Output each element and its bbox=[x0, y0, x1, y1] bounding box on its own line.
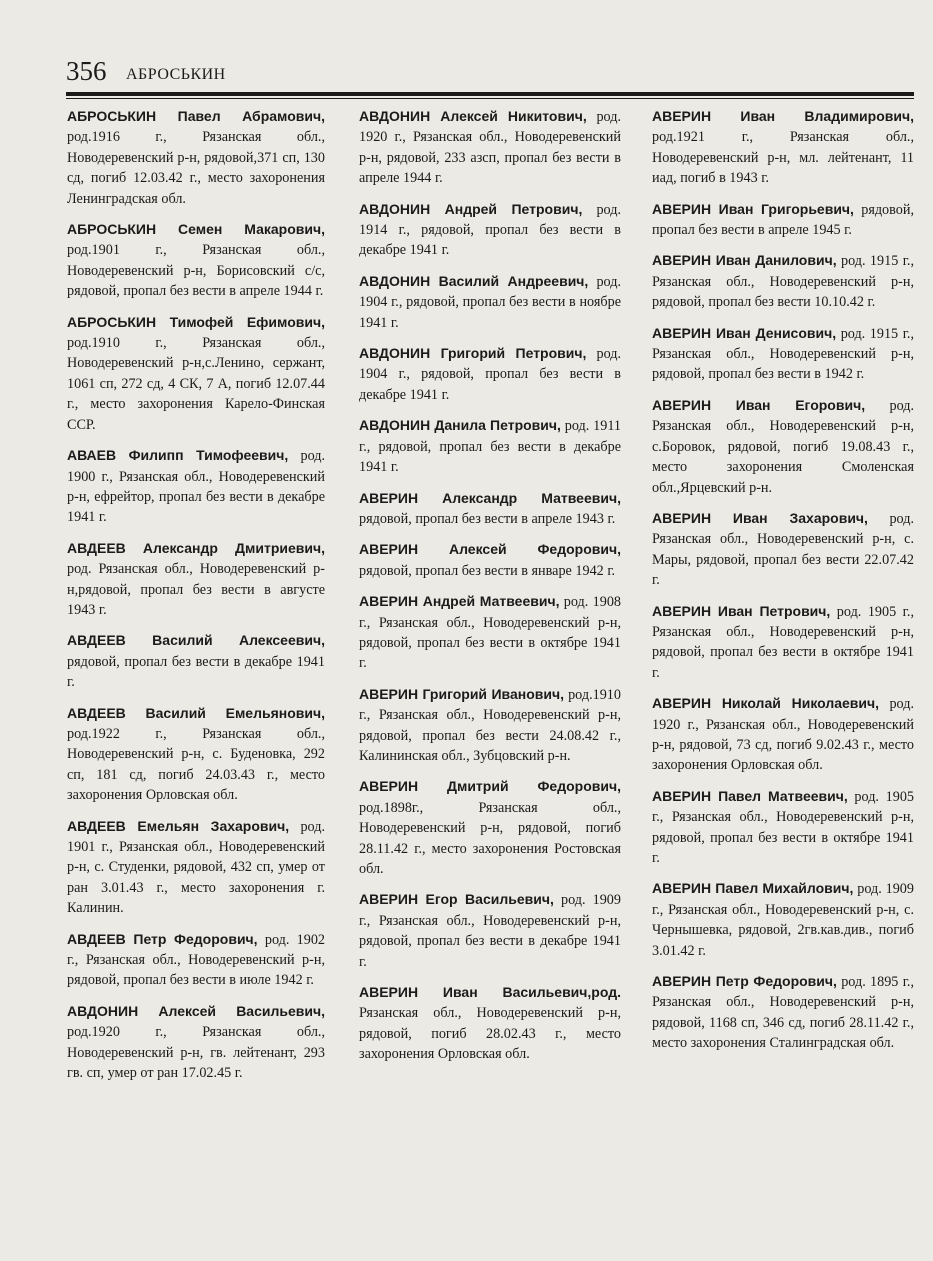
entry bbox=[359, 415, 621, 477]
entry-name: АВЕРИН Иван Владимирович, bbox=[652, 108, 914, 124]
entry bbox=[67, 106, 325, 209]
entry-details: род. 1895 г., Рязанская обл., Новодеревенский р-н, рядовой, 1168 сп, 346 сд, погиб 28.11.42 г., место захоронения Сталинградская обл. bbox=[652, 974, 915, 1052]
entry-name: АВДОНИН Алексей Васильевич, bbox=[67, 1002, 325, 1019]
entry bbox=[67, 630, 325, 692]
entry-name: АВЕРИН Иван Захарович, bbox=[652, 509, 868, 526]
entry-details: Рязанская обл., Новодеревенский р-н, рядовой, погиб 28.02.43 г., место захоронения Орловская обл. bbox=[359, 1005, 621, 1063]
entry bbox=[359, 488, 621, 530]
entry-details: род. 1920 г., Рязанская обл., Новодеревенский р-н, рядовой, 233 азсп, пропал без вести в апреле 1944 г. bbox=[359, 109, 621, 187]
entry-details: род. Рязанская обл., Новодеревенский р-н, с. Мары, рядовой, пропал без вести 22.07.42 г. bbox=[652, 510, 914, 589]
entry bbox=[652, 323, 914, 385]
entry bbox=[652, 250, 914, 312]
page-header bbox=[66, 54, 914, 88]
column-1 bbox=[67, 106, 325, 1093]
entry-details: рядовой, пропал без вести в апреле 1943 г. bbox=[359, 510, 616, 527]
entry-name: АВЕРИН Петр Федорович, bbox=[652, 973, 837, 990]
entry-details: род. 1909 г., Рязанская обл., Новодеревенский р-н, рядовой, пропал без вести в декабре 1941 г. bbox=[359, 892, 621, 970]
entry bbox=[652, 693, 914, 776]
entry bbox=[67, 816, 325, 919]
entry bbox=[359, 343, 621, 405]
entry-name: АВДОНИН Григорий Петрович, bbox=[359, 345, 587, 362]
entry-name: АВЕРИН Иван Григорьевич, bbox=[652, 200, 854, 217]
entry-name: АВДЕЕВ Петр Федорович, bbox=[67, 930, 258, 947]
page-number: 356 bbox=[66, 56, 107, 86]
header-rule-thin bbox=[66, 98, 914, 99]
entry-name: АВЕРИН Иван Петрович, bbox=[652, 602, 831, 619]
entry-name: АВЕРИН Николай Николаевич, bbox=[652, 695, 880, 712]
entry-details: род. 1904 г., рядовой, пропал без вести в декабре 1941 г. bbox=[359, 346, 622, 403]
entry-details: род. 1908 г., Рязанская обл., Новодеревенский р-н, рядовой, пропал без вести в октябре 1941 г. bbox=[359, 594, 622, 672]
column-3 bbox=[652, 106, 914, 1064]
entry-name: АВДЕЕВ Емельян Захарович, bbox=[67, 817, 290, 834]
entry bbox=[359, 684, 621, 767]
entry-details: род. Рязанская обл., Новодеревенский р-н,рядовой, пропал без вести в августе 1943 г. bbox=[67, 561, 325, 618]
entry-name: АВДОНИН Алексей Никитович, bbox=[359, 108, 587, 124]
entry-name: АВДОНИН Андрей Петрович, bbox=[359, 200, 583, 217]
entry-details: род. 1909 г., Рязанская обл., Новодеревенский р-н, с. Чернышевка, рядовой, 2гв.кав.див., погиб 3.01.42 г. bbox=[652, 881, 914, 959]
entry-name: АВЕРИН Иван Васильевич,род. bbox=[359, 984, 621, 1001]
entry-name: АВЕРИН Павел Матвеевич, bbox=[652, 787, 848, 804]
entry bbox=[67, 1001, 325, 1084]
entry bbox=[67, 219, 325, 302]
entry-details: род.1901 г., Рязанская обл., Новодеревенский р-н, Борисовский с/с, рядовой, пропал без вести в апреле 1944 г. bbox=[67, 242, 325, 300]
entry-details: род. 1905 г., Рязанская обл., Новодеревенский р-н, рядовой, пропал без вести в октябре 1941 г. bbox=[652, 603, 914, 681]
entry bbox=[67, 703, 325, 806]
entry-details: род. 1900 г., Рязанская обл., Новодеревенский р-н, ефрейтор, пропал без вести в декабре 1941 г. bbox=[67, 448, 326, 526]
entry-details: род.1910 г., Рязанская обл., Новодеревенский р-н,с.Ленино, сержант, 1061 сп, 272 сд, 4 СК, 7 А, погиб 12.07.44 г., место захоронения Карело-Финская ССР. bbox=[67, 335, 325, 433]
entry-name: АВЕРИН Иван Егорович, bbox=[652, 396, 866, 413]
entry-name: АБРОСЬКИН Тимофей Ефимович, bbox=[67, 313, 325, 330]
entry-details: род. Рязанская обл., Новодеревенский р-н, с.Боровок, рядовой, погиб 19.08.43 г., место захоронения Смоленская обл.,Ярцевский р-н. bbox=[652, 397, 915, 496]
entry-name: АБРОСЬКИН Павел Абрамович, bbox=[67, 108, 325, 124]
entry-name: АБРОСЬКИН Семен Макарович, bbox=[67, 221, 325, 238]
entry-name: АВДОНИН Василий Андреевич, bbox=[359, 272, 589, 289]
entry-details: род. 1911 г., рядовой, пропал без вести в декабре 1941 г. bbox=[359, 418, 621, 476]
entry bbox=[359, 539, 621, 581]
entry-name: АВЕРИН Алексей Федорович, bbox=[359, 541, 621, 558]
entry-name: АВЕРИН Егор Васильевич, bbox=[359, 891, 554, 908]
entry bbox=[652, 106, 914, 189]
header-rule-thick bbox=[66, 92, 914, 96]
entry-name: АВДОНИН Данила Петрович, bbox=[359, 417, 561, 434]
entry-name: АВЕРИН Иван Денисович, bbox=[652, 324, 837, 341]
entry bbox=[652, 199, 914, 241]
entry bbox=[652, 601, 914, 684]
entry-details: рядовой, пропал без вести в декабре 1941 г. bbox=[67, 653, 325, 691]
entry bbox=[359, 889, 621, 972]
entry bbox=[652, 395, 914, 498]
entry-details: род.1898г., Рязанская обл., Новодеревенский р-н, рядовой, погиб 28.11.42 г., место захоронения Ростовская обл. bbox=[359, 799, 621, 877]
entry bbox=[359, 106, 621, 189]
entry bbox=[652, 508, 914, 591]
entry-name: АВЕРИН Александр Матвеевич, bbox=[359, 489, 621, 506]
entry-name: АВАЕВ Филипп Тимофеевич, bbox=[67, 447, 289, 464]
entry-details: род.1916 г., Рязанская обл., Новодеревенский р-н, рядовой,371 сп, 130 сд, погиб 12.03.42 г., место захоронения Ленинградская обл. bbox=[67, 129, 325, 207]
entry bbox=[652, 878, 914, 961]
entry-details: род. 1920 г., Рязанская обл., Новодеревенский р-н, рядовой, 73 сд, погиб 9.02.43 г., место захоронения Орловская обл. bbox=[652, 696, 914, 774]
entry bbox=[652, 971, 914, 1054]
entry-details: род. 1904 г., рядовой, пропал без вести в ноябре 1941 г. bbox=[359, 273, 621, 331]
entry-name: АВЕРИН Григорий Иванович, bbox=[359, 685, 564, 702]
entry-details: род. 1901 г., Рязанская обл., Новодеревенский р-н, с. Студенки, рядовой, 432 сп, умер от ран 3.01.43 г., место захоронения г. Калинин. bbox=[67, 818, 325, 917]
entry bbox=[67, 445, 325, 528]
entry-details: род.1921 г., Рязанская обл., Новодеревенский р-н, мл. лейтенант, 11 иад, погиб в 1943 г. bbox=[652, 129, 914, 187]
entry-name: АВЕРИН Павел Михайлович, bbox=[652, 880, 854, 897]
running-head: АБРОСЬКИН bbox=[126, 66, 226, 83]
column-2 bbox=[359, 106, 621, 1075]
entry-details: род. 1905 г., Рязанская обл., Новодеревенский р-н, рядовой, пропал без вести в октябре 1941 г. bbox=[652, 788, 915, 866]
entry-name: АВДЕЕВ Василий Емельянович, bbox=[67, 704, 325, 721]
entry-details: род. 1915 г., Рязанская обл., Новодеревенский р-н, рядовой, пропал без вести 10.10.42 г. bbox=[652, 253, 915, 311]
entry-details: род. 1902 г., Рязанская обл., Новодеревенский р-н, рядовой, пропал без вести в июле 1942 г. bbox=[67, 931, 326, 989]
entry bbox=[67, 312, 325, 435]
entry-name: АВДЕЕВ Василий Алексеевич, bbox=[67, 632, 325, 649]
entry-details: рядовой, пропал без вести в апреле 1945 г. bbox=[652, 201, 914, 239]
entry bbox=[67, 929, 325, 991]
entry bbox=[359, 776, 621, 879]
entry-name: АВЕРИН Иван Данилович, bbox=[652, 252, 837, 269]
entry-details: род.1922 г., Рязанская обл., Новодеревенский р-н, с. Буденовка, 292 сп, 181 сд, погиб 24.03.43 г., место захоронения Орловская обл. bbox=[67, 725, 325, 804]
entry-details: род. 1914 г., рядовой, пропал без вести в декабре 1941 г. bbox=[359, 201, 621, 259]
entry-details: род.1920 г., Рязанская обл., Новодеревенский р-н, гв. лейтенант, 293 гв. сп, умер от ран 17.02.45 г. bbox=[67, 1024, 325, 1082]
entry-details: род. 1915 г., Рязанская обл., Новодеревенский р-н, рядовой, пропал без вести в 1942 г. bbox=[652, 325, 915, 383]
entry-details: рядовой, пропал без вести в январе 1942 г. bbox=[359, 562, 616, 579]
entry-name: АВДЕЕВ Александр Дмитриевич, bbox=[67, 539, 325, 556]
entry bbox=[359, 199, 621, 261]
entry-name: АВЕРИН Дмитрий Федорович, bbox=[359, 778, 621, 795]
entry-details: род.1910 г., Рязанская обл., Новодеревенский р-н, рядовой, пропал без вести 24.08.42 г., Калининская обл., Зубцовский р-н. bbox=[359, 686, 621, 764]
entry bbox=[359, 591, 621, 674]
entry bbox=[652, 786, 914, 869]
entry bbox=[359, 271, 621, 333]
entry bbox=[359, 982, 621, 1065]
entry bbox=[67, 538, 325, 621]
entry-name: АВЕРИН Андрей Матвеевич, bbox=[359, 593, 560, 610]
